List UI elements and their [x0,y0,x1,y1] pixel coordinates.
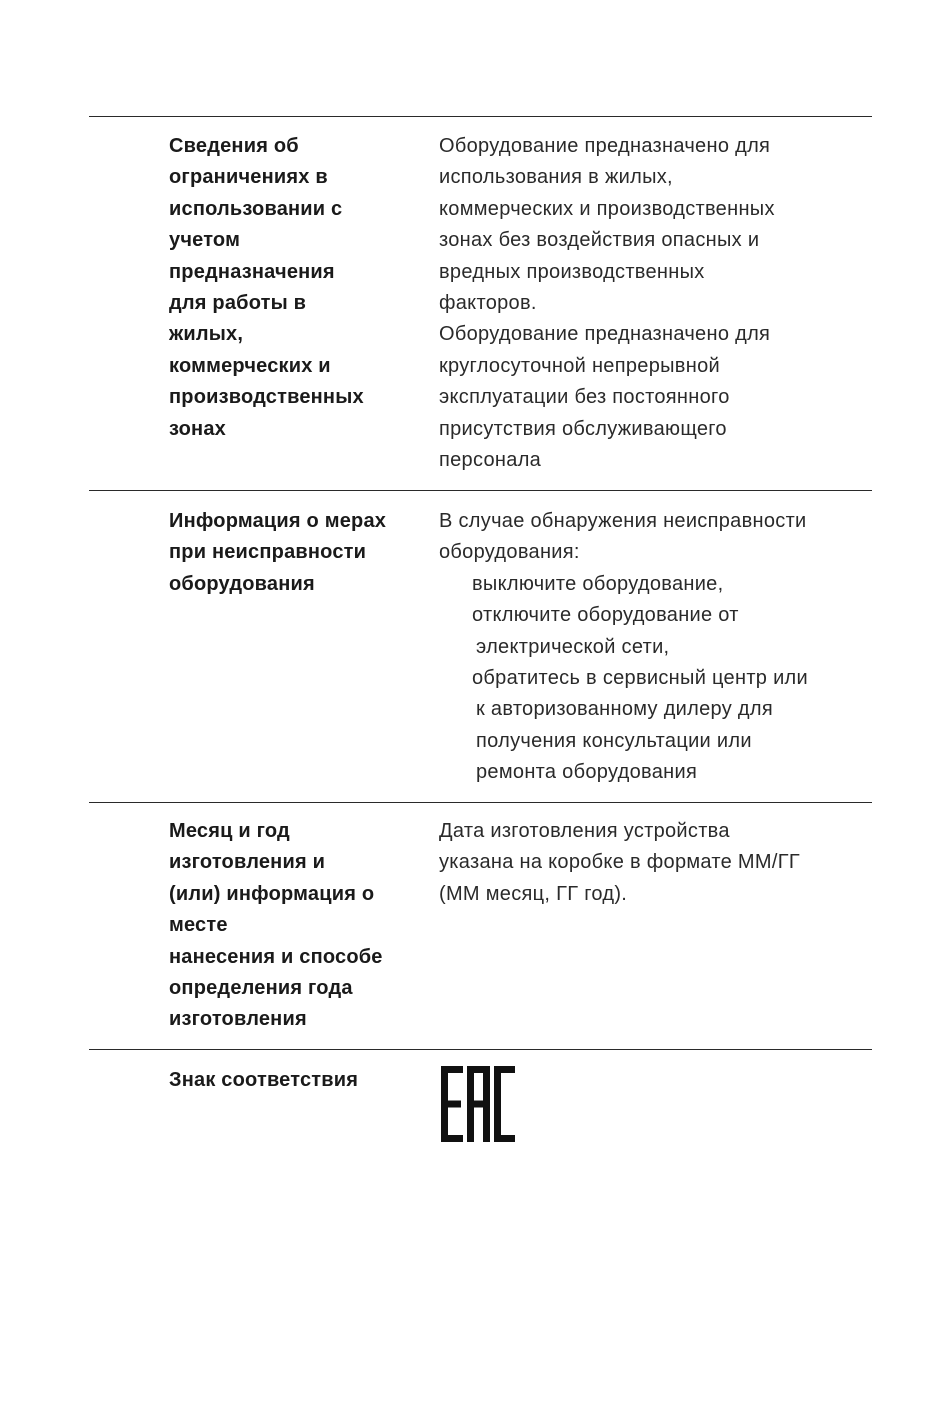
label-line: использовании с [169,197,343,220]
value-line: отключите оборудование от [472,604,739,627]
row-divider [89,802,872,803]
table-top-rule [89,116,872,117]
label-line: нанесения и способе [169,945,383,968]
value-line: использования в жилых, [439,166,673,189]
value-line: В случае обнаружения неисправности [439,510,807,532]
value-line: (ММ месяц, ГГ год). [439,882,628,905]
value-line: Оборудование предназначено для [439,135,771,157]
value-line: выключите оборудование, [472,572,724,595]
label-line: определения года [169,977,353,1000]
value-line: эксплуатации без постоянного [439,386,730,409]
label-line: производственных [169,386,364,409]
label-line: зонах [169,417,226,440]
label-line: жилых, [169,323,244,346]
value-line: обратитесь в сервисный центр или [472,667,808,690]
value-line: получения консультации или [476,729,752,752]
row-manufacture-date-label [169,816,419,1036]
value-line: вредных производственных [439,260,705,283]
value-line: указана на коробке в формате ММ/ГГ [439,851,800,874]
label-line: Сведения об [169,135,299,157]
eac-conformity-mark [440,1066,516,1142]
row-malfunction-label [169,506,419,600]
value-line: ремонта оборудования [476,761,698,784]
row-conformity-mark-label [169,1065,419,1096]
row-restrictions-value [439,131,869,476]
label-line: оборудования [169,572,315,595]
row-divider [89,1049,872,1050]
label-line: изготовления и [169,851,326,874]
label-line: учетом [169,229,241,252]
label-line: (или) информация о [169,882,375,905]
value-line: факторов. [439,292,537,315]
value-line: оборудования: [439,541,580,564]
label-line: изготовления [169,1008,307,1031]
label-line: Месяц и год [169,820,290,842]
label-line: при неисправности [169,541,367,564]
row-restrictions-label [169,131,419,445]
label-line: Знак соответствия [169,1069,359,1091]
value-line: к авторизованному дилеру для [476,698,773,721]
row-manufacture-date-value [439,816,869,910]
value-line: персонала [439,449,542,472]
label-line: ограничениях в [169,166,328,189]
value-line: Оборудование предназначено для [439,323,771,346]
value-line: зонах без воздействия опасных и [439,229,760,252]
value-line: присутствия обслуживающего [439,417,727,440]
value-line: Дата изготовления устройства [439,820,730,842]
label-line: Информация о мерах [169,510,387,532]
value-line: круглосуточной непрерывной [439,354,720,377]
label-line: месте [169,914,228,937]
label-line: предназначения [169,260,335,283]
value-line: коммерческих и производственных [439,197,775,220]
value-line: электрической сети, [476,635,670,658]
row-malfunction-value [439,506,869,789]
row-divider [89,490,872,491]
label-line: коммерческих и [169,354,331,377]
label-line: для работы в [169,292,307,315]
